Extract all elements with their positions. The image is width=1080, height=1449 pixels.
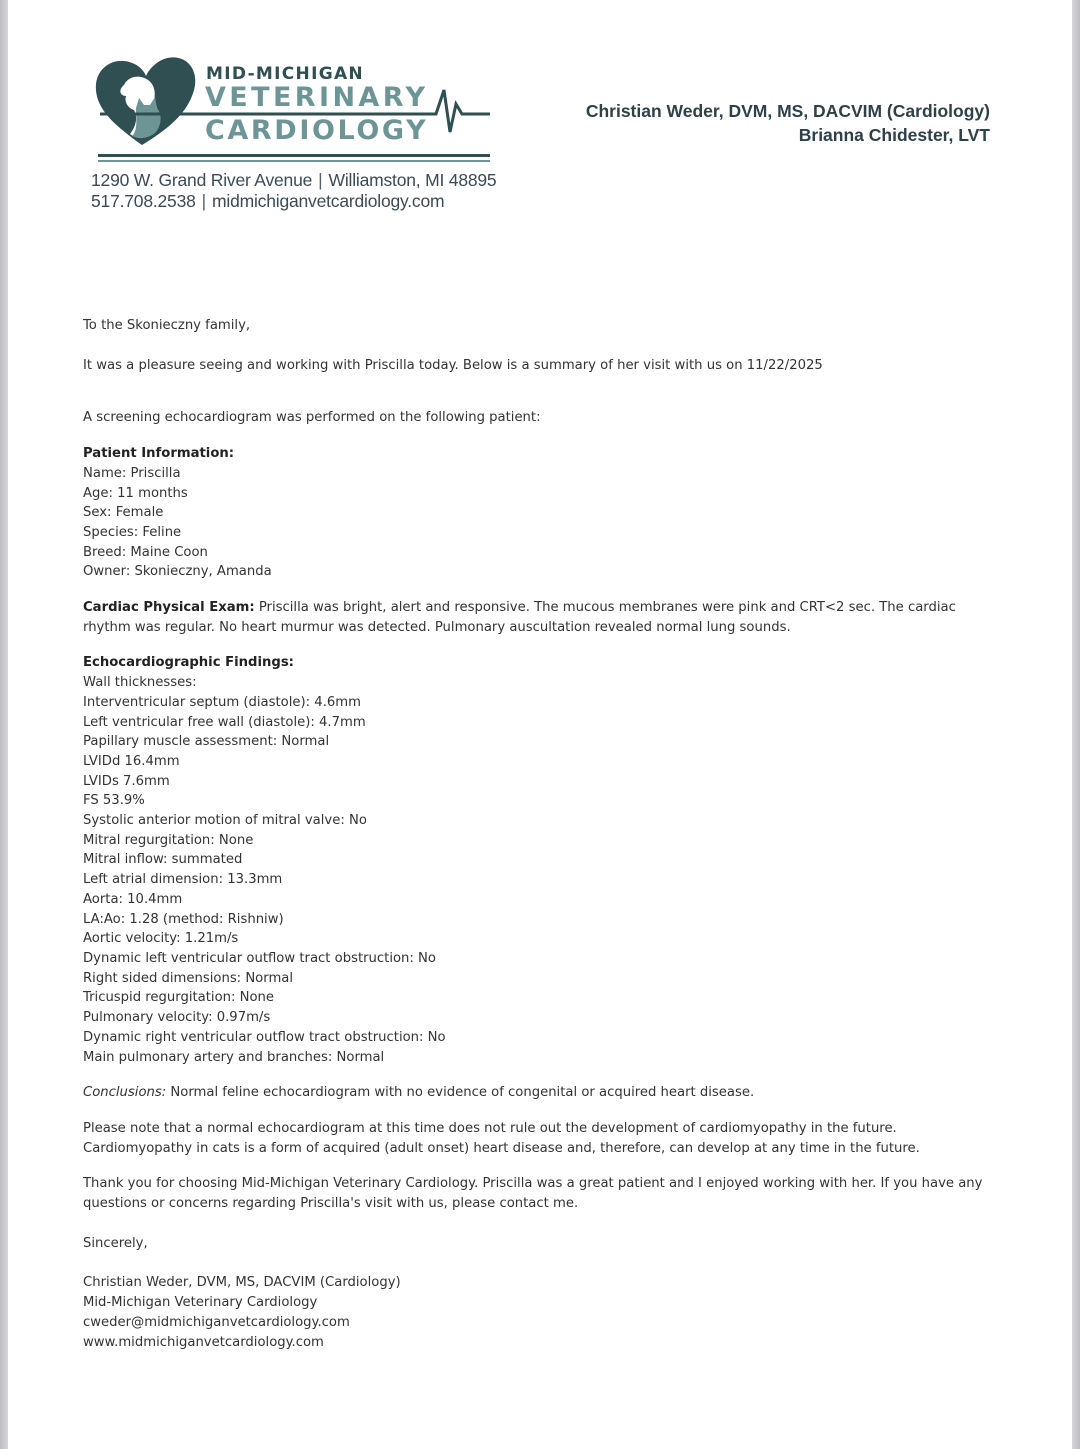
finding-item: Dynamic left ventricular outflow tract obstruction: No (83, 950, 436, 966)
finding-item: Dynamic right ventricular outflow tract obstruction: No (83, 1029, 446, 1045)
brand-name-cardiology: CARDIOLOGY (205, 115, 429, 146)
finding-item: Left atrial dimension: 13.3mm (83, 872, 283, 888)
clinic-contact-line (91, 191, 444, 212)
finding-item: Mitral regurgitation: None (83, 832, 254, 848)
finding-item: Papillary muscle assessment: Normal (83, 734, 330, 750)
cardiac-exam-line1: Cardiac Physical Exam: Priscilla was bright, alert and responsive. The mucous membranes were pink and CRT<2 sec. The cardiac (83, 600, 956, 616)
conclusions-label: Conclusions: (83, 1085, 167, 1101)
finding-item: Mitral inflow: summated (83, 852, 243, 868)
patient-species: Species: Feline (83, 524, 182, 540)
staff-doctor: Christian Weder, DVM, MS, DACVIM (Cardiology) (585, 101, 990, 121)
letter-page (8, 0, 1072, 1449)
patient-age: Age: 11 months (83, 485, 188, 501)
patient-name: Name: Priscilla (83, 465, 181, 481)
contact-separator: | (201, 191, 207, 211)
finding-item: Pulmonary velocity: 0.97m/s (83, 1010, 271, 1026)
finding-item: Interventricular septum (diastole): 4.6mm (83, 694, 361, 710)
signature-clinic: Mid-Michigan Veterinary Cardiology (83, 1295, 318, 1311)
intro-paragraph: It was a pleasure seeing and working with Priscilla today. Below is a summary of her visit with us on 11/22/2025 (83, 357, 823, 373)
viewer-edge-left (0, 0, 8, 1449)
staff-technician: Brianna Chidester, LVT (798, 125, 990, 145)
note-line2: Cardiomyopathy in cats is a form of acquired (adult onset) heart disease and, therefore, can develop at any time in the future. (83, 1140, 920, 1156)
viewer-edge-right (1072, 0, 1080, 1449)
thanks-line1: Thank you for choosing Mid-Michigan Veterinary Cardiology. Priscilla was a great patient and I enjoyed working with her. If you have any (83, 1176, 983, 1192)
finding-item: Main pulmonary artery and branches: Normal (83, 1049, 385, 1065)
finding-item: Wall thicknesses: (83, 675, 197, 691)
finding-item: Left ventricular free wall (diastole): 4.7mm (83, 714, 366, 730)
clinic-city: Williamston, MI 48895 (328, 170, 497, 190)
finding-item: Aortic velocity: 1.21m/s (83, 931, 239, 947)
finding-item: Tricuspid regurgitation: None (83, 990, 275, 1006)
finding-item: LVIDd 16.4mm (83, 753, 180, 769)
cardiac-exam-heading: Cardiac Physical Exam: (83, 600, 255, 616)
signature-email: cweder@midmichiganvetcardiology.com (83, 1314, 350, 1330)
screening-statement: A screening echocardiogram was performed on the following patient: (83, 410, 541, 426)
clinic-website: midmichiganvetcardiology.com (212, 191, 445, 211)
patient-breed: Breed: Maine Coon (83, 544, 208, 560)
letter-body (83, 316, 1013, 1352)
finding-item: Systolic anterior motion of mitral valve: No (83, 813, 367, 829)
conclusions: Conclusions: Normal feline echocardiogram with no evidence of congenital or acquired heart disease. (83, 1085, 755, 1101)
finding-item: LA:Ao: 1.28 (method: Rishniw) (83, 911, 284, 927)
patient-sex: Sex: Female (83, 505, 164, 521)
clinic-phone: 517.708.2538 (91, 191, 196, 211)
closing: Sincerely, (83, 1235, 148, 1251)
address-separator: | (318, 170, 323, 190)
finding-item: Aorta: 10.4mm (83, 891, 183, 907)
thanks-line2: questions or concerns regarding Priscilla's visit with us, please contact me. (83, 1196, 579, 1212)
finding-item: LVIDs 7.6mm (83, 773, 170, 789)
echo-findings-heading: Echocardiographic Findings: (83, 655, 294, 671)
note-line1: Please note that a normal echocardiogram at this time does not rule out the development of cardiomyopathy in the future. (83, 1120, 897, 1136)
patient-owner: Owner: Skonieczny, Amanda (83, 564, 272, 580)
finding-item: Right sided dimensions: Normal (83, 970, 294, 986)
signature-name: Christian Weder, DVM, MS, DACVIM (Cardiology) (83, 1275, 401, 1291)
salutation: To the Skonieczny family, (83, 318, 251, 333)
patient-info-heading: Patient Information: (83, 446, 235, 462)
brand-name-veterinary: VETERINARY (205, 82, 429, 113)
cardiac-exam-line2: rhythm was regular. No heart murmur was detected. Pulmonary auscultation revealed normal lung sounds. (83, 619, 791, 635)
brand-name-top: MID-MICHIGAN (206, 64, 364, 84)
clinic-street: 1290 W. Grand River Avenue (91, 170, 313, 190)
signature-website: www.midmichiganvetcardiology.com (83, 1334, 324, 1350)
finding-item: FS 53.9% (83, 793, 145, 809)
clinic-address-line (91, 170, 496, 191)
